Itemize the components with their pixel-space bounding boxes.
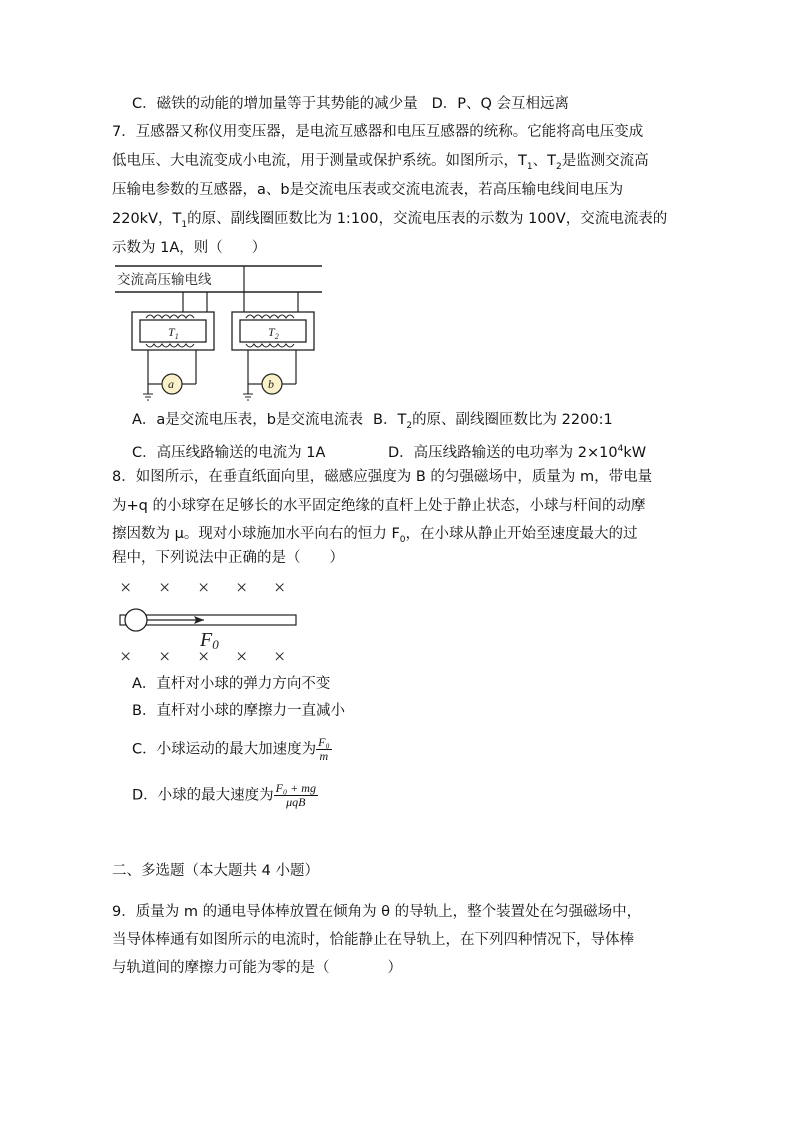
q9-stem-line-2: 当导体棒通有如图所示的电流时，恰能静止在导轨上，在下列四种情况下，导体棒	[112, 932, 634, 948]
q6-option-c[interactable]: C．磁铁的动能的增加量等于其势能的减少量	[132, 96, 418, 112]
svg-text:×: ×	[198, 646, 210, 668]
svg-text:T1: $T_1$	[168, 325, 179, 341]
q8-stem-line-3: 擦因数为 μ。现对小球施加水平向右的恒力 $F_0$，在小球从静止开始至速度最大的过	[112, 526, 638, 545]
q7-transformer-figure	[112, 260, 327, 405]
option-d-fraction: $\frac{\text{F₀ + mg}}{\text{μqB}}$	[275, 781, 316, 809]
svg-text:a: a	[168, 377, 174, 391]
q8-stem-line-1: 8．如图所示，在垂直纸面向里，磁感应强度为 B 的匀强磁场中，质量为 m，带电量	[112, 469, 653, 485]
svg-text:T2: $T_2$	[268, 325, 279, 341]
force-label: F0	[200, 629, 219, 652]
q8-rod-figure	[112, 573, 312, 668]
q9-stem-line-1: 9．质量为 m 的通电导体棒放置在倾角为 θ 的导轨上，整个装置处在匀强磁场中，	[112, 904, 642, 920]
magnetic-field-marks-bottom	[120, 646, 285, 668]
q7-option-c[interactable]: C．高压线路输送的电流为 1A	[132, 444, 326, 461]
svg-text:×: ×	[120, 646, 132, 668]
q7-option-d[interactable]: D．高压线路输送的电功率为 $2\times 10^4kW$	[388, 444, 647, 461]
charged-ball	[125, 609, 147, 631]
q7-stem-line-2: 低电压、大电流变成小电流，用于测量或保护系统。如图所示，$T_1$、$T_2$是监测交流高	[112, 153, 649, 172]
q7-stem-line-1: 7．互感器又称仪用变压器，是电流互感器和电压互感器的统称。它能将高电压变成	[112, 124, 644, 140]
q7-stem-line-5: 示数为 1A，则（ ）	[112, 240, 267, 256]
q7-option-a[interactable]: A．a是交流电压表，b是交流电流表	[132, 412, 364, 428]
svg-text:×: ×	[198, 577, 210, 599]
q8-stem-line-4: 程中，下列说法中正确的是（ ）	[112, 550, 344, 566]
q9-stem-line-3: 与轨道间的摩擦力可能为零的是（ ）	[112, 960, 402, 976]
svg-text:×: ×	[274, 646, 286, 668]
svg-text:×: ×	[274, 577, 286, 599]
section-2-title: 二、多选题（本大题共 4 小题）	[112, 863, 319, 879]
q7-stem-line-3: 压输电参数的互感器，a、b是交流电压表或交流电流表，若高压输电线间电压为	[112, 182, 624, 198]
q8-option-d[interactable]: D．小球的最大速度为 $\frac{\text{F₀ + mg}}{\text{μqB}}$	[132, 781, 316, 809]
magnetic-field-marks-top	[120, 577, 285, 599]
svg-text:×: ×	[120, 577, 132, 599]
svg-text:×: ×	[159, 577, 171, 599]
svg-text:b: b	[268, 377, 274, 391]
q8-stem-line-2: 为+q 的小球穿在足够长的水平固定绝缘的直杆上处于静止状态，小球与杆间的动摩	[112, 498, 646, 514]
q7-stem-line-4: 220kV，$T_1$的原、副线圈匝数比为 1:100，交流电压表的示数为 100V，交流电流表的	[112, 211, 668, 230]
q8-option-c[interactable]: C．小球运动的最大加速度为 $\frac{\text{F₀}}{m}$	[132, 735, 330, 763]
q7-options-row-2	[132, 439, 646, 463]
q6-option-d[interactable]: D．P、Q 会互相远离	[431, 96, 570, 112]
svg-text:×: ×	[159, 646, 171, 668]
q7-option-b[interactable]: B．$T_2$的原、副线圈匝数比为 2200:1	[373, 412, 613, 431]
q7-options-row-1	[132, 410, 613, 436]
q6-options-row	[132, 94, 569, 114]
q8-option-a[interactable]: A．直杆对小球的弹力方向不变	[132, 676, 331, 692]
option-c-fraction: $\frac{\text{F₀}}{m}$	[318, 735, 330, 763]
transformer-t2	[232, 312, 314, 350]
svg-text:×: ×	[236, 577, 248, 599]
figure-label: 交流高压输电线	[117, 272, 212, 287]
transformer-t1	[132, 312, 214, 350]
q8-option-b[interactable]: B．直杆对小球的摩擦力一直减小	[132, 703, 345, 719]
svg-text:×: ×	[236, 646, 248, 668]
